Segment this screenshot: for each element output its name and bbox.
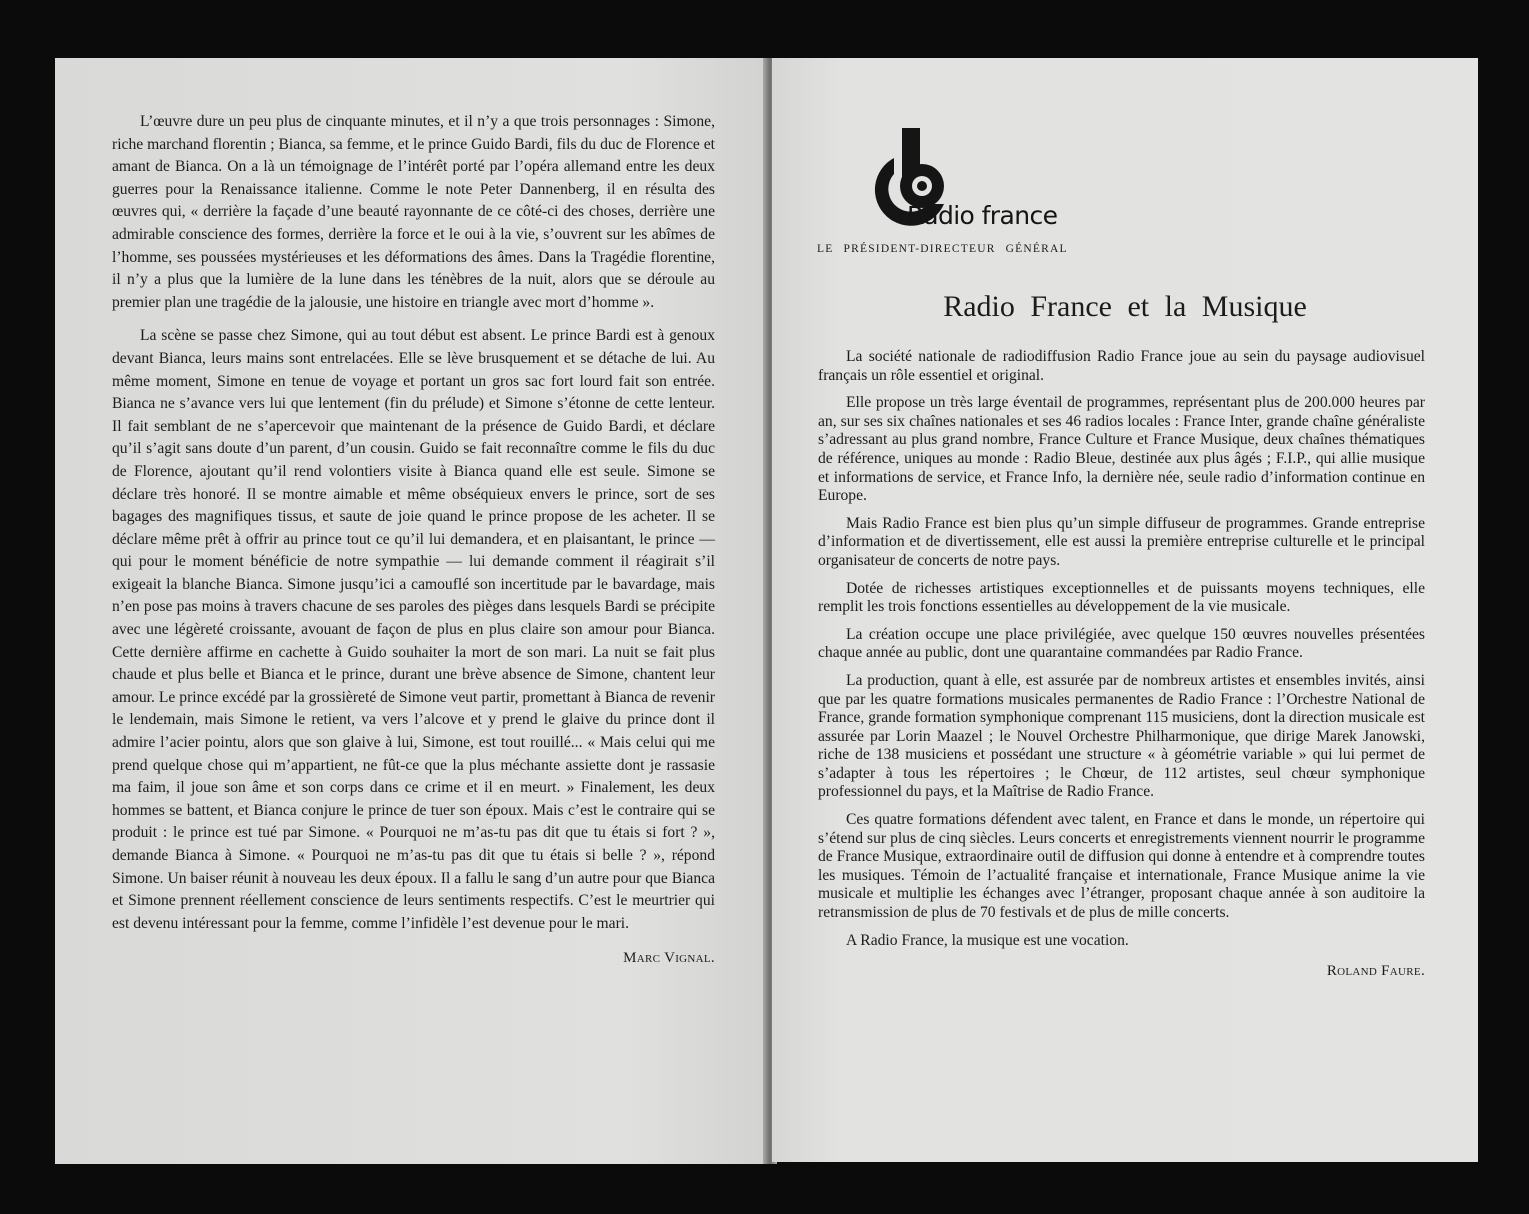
right-paragraph-8: A Radio France, la musique est une vocation. — [846, 931, 1129, 949]
right-article — [818, 348, 1425, 981]
right-paragraph-6: La production, quant à elle, est assurée par de nombreux artistes et ensembles invités, ainsi que par les quatre formations musicales permanentes de Radio France : l’Orchestre National de France, grande formation symphonique comprenant 115 musiciens, dont la direction musicale est assurée par Lorin Maazel ; le Nouvel Orchestre Philharmonique, que dirige Marek Janowski, riche de 138 musiciens et possédant une structure « à géométrie variable » qui lui permet de s’adapter à tous les répertoires ; le Chœur, de 112 artistes, seul chœur symphonique professionnel du pays, et la Maîtrise de Radio France. — [818, 671, 1425, 801]
right-signature: Roland Faure. — [1326, 963, 1425, 980]
right-paragraph-3: Mais Radio France est bien plus qu’un simple diffuseur de programmes. Grande entreprise d’information et de divertissement, elle est aussi la première entreprise culturelle et le principal organisateur de concerts de notre pays. — [818, 514, 1425, 569]
page-title: Radio France et la Musique — [943, 290, 1307, 323]
logo-text: Radio france — [907, 201, 1058, 230]
left-page — [55, 58, 770, 1164]
left-paragraph-1: L’œuvre dure un peu plus de cinquante minutes, et il n’y a que trois personnages : Simone, riche marchand florentin ; Bianca, sa femme, et le prince Guido Bardi, fils du duc de Florence et amant de Bianca. On a là un témoignage de l’intérêt porté par l’opéra allemand entre les deux guerres pour la Renaissance italienne. Comme le note Peter Dannenberg, il en résulta des œuvres qui, « derrière la façade d’une beauté rayonnante de ce côté-ci des choses, derrière une admirable conscience des formes, derrière la force et le oui à la vie, s’ouvrent sur les abîmes de l’homme, ses poussées mystérieuses et les déformations des âmes. Dans la Tragédie florentine, il n’y a plus que la lumière de la lune dans les ténèbres de la nuit, alors que se déroule au premier plan une tragédie de la jalousie, une histoire en triangle avec mort d’homme ». — [112, 113, 715, 311]
left-article — [112, 111, 715, 970]
right-page — [772, 58, 1478, 1162]
right-paragraph-5: La création occupe une place privilégiée, avec quelque 150 œuvres nouvelles présentées chaque année au public, dont une quarantaine commandées par Radio France. — [818, 625, 1425, 662]
president-header: LE PRÉSIDENT-DIRECTEUR GÉNÉRAL — [817, 243, 1068, 255]
right-paragraph-1: La société nationale de radiodiffusion Radio France joue au sein du paysage audiovisuel français un rôle essentiel et original. — [818, 348, 1425, 384]
left-paragraph-2: La scène se passe chez Simone, qui au tout début est absent. Le prince Bardi est à genoux devant Bianca, leurs mains sont entrelacées. Elle se lève brusquement et se détache de lui. Au même moment, Simone en tenue de voyage et portant un gros sac fort lourd fait son entrée. Bianca ne s’avance vers lui que lentement (fin du prélude) et Simone s’étonne de cette lenteur. Il fait semblant de ne s’apercevoir que maintenant de la présence de Guido Bardi, et déclare qu’il s’agit sans doute d’un parent, d’un cousin. Guido se fait reconnaître comme le fils du duc de Florence, ajoutant qu’il rend volontiers visite à Bianca quand elle est seule. Simone se déclare très honoré. Il se montre aimable et même obséquieux envers le prince, sort de ses bagages des magnifiques tissus, et saute de joie quand le prince propose de les acheter. Il se déclare même prêt à offrir au prince tout ce qu’il lui demandera, et en plaisantant, le prince — qui pour le moment bénéficie de notre sympathie — lui demande comment il réagirait s’il exigeait la blanche Bianca. Simone jusqu’ici a camouflé son incertitude par le bavardage, mais n’en pose pas moins à travers chacune de ses paroles des pièges dans lesquels Bardi se précipite avec une légèreté croissante, avouant de façon de plus en plus claire son amour pour Bianca. Cette dernière affirme en cachette à Guido souhaiter la mort de son mari. La nuit se fait plus chaude et plus belle et Bianca et le prince, durant une brève absence de Simone, chantent leur amour. Le prince excédé par la grossièreté de Simone veut partir, promettant à Bianca de revenir le lendemain, mais Simone le retient, va vers l’alcove et y prend le glaive du prince dont il admire l’acier pointu, alors que son glaive à lui, Simone, est tout rouillé... « Mais celui qui me prend quelque chose qui m’appartient, ne fût-ce que la plus méchante assiette dont je rassasie ma faim, il joue son âme et son corps dans ce crime et il en meurt. » Finalement, les deux hommes se battent, et Bianca conjure le prince de tuer son époux. Mais c’est le contraire qui se produit : le prince est tué par Simone. « Pourquoi ne m’as-tu pas dit que tu étais si fort ? », demande Bianca à Simone. « Pourquoi ne m’as-tu pas dit que tu étais si belle ? », répond Simone. Un baiser réunit à nouveau les deux époux. Il a fallu le sang d’un autre pour que Bianca et Simone prennent réellement conscience de leurs sentiments respectifs. C’est le meurtrier qui est devenu intéressant pour la femme, comme l’infidèle l’est devenue pour le mari. — [112, 327, 715, 932]
right-paragraph-2: Elle propose un très large éventail de programmes, représentant plus de 200.000 heures par an, sur ses six chaînes nationales et ses 46 radios locales : France Inter, grande chaîne généraliste s’adressant au plus grand nombre, France Culture et France Musique, deux chaînes thématiques de référence, uniques au monde : Radio Bleue, destinée aux plus âgés ; F.I.P., qui allie musique et informations de service, et France Info, la dernière née, seule radio d’information continue en Europe. — [818, 394, 1425, 505]
right-paragraph-7: Ces quatre formations défendent avec talent, en France et dans le monde, un répertoire qui s’étend sur plus de cinq siècles. Leurs concerts et enregistrements viennent nourrir le programme de France Musique, extraordinaire outil de diffusion qui donne à entendre et à comprendre toutes les musiques. Témoin de l’actualité française et internationale, France Musique anime la vie musicale et multiplie les échanges avec l’étranger, proposant chaque année à son auditoire la retransmission de plus de 70 festivals et de plus de mille concerts. — [818, 811, 1425, 922]
right-paragraph-4: Dotée de richesses artistiques exceptionnelles et de puissants moyens techniques, elle remplit les trois fonctions essentielles au développement de la vie musicale. — [818, 579, 1425, 616]
left-signature: Marc Vignal. — [623, 950, 715, 967]
